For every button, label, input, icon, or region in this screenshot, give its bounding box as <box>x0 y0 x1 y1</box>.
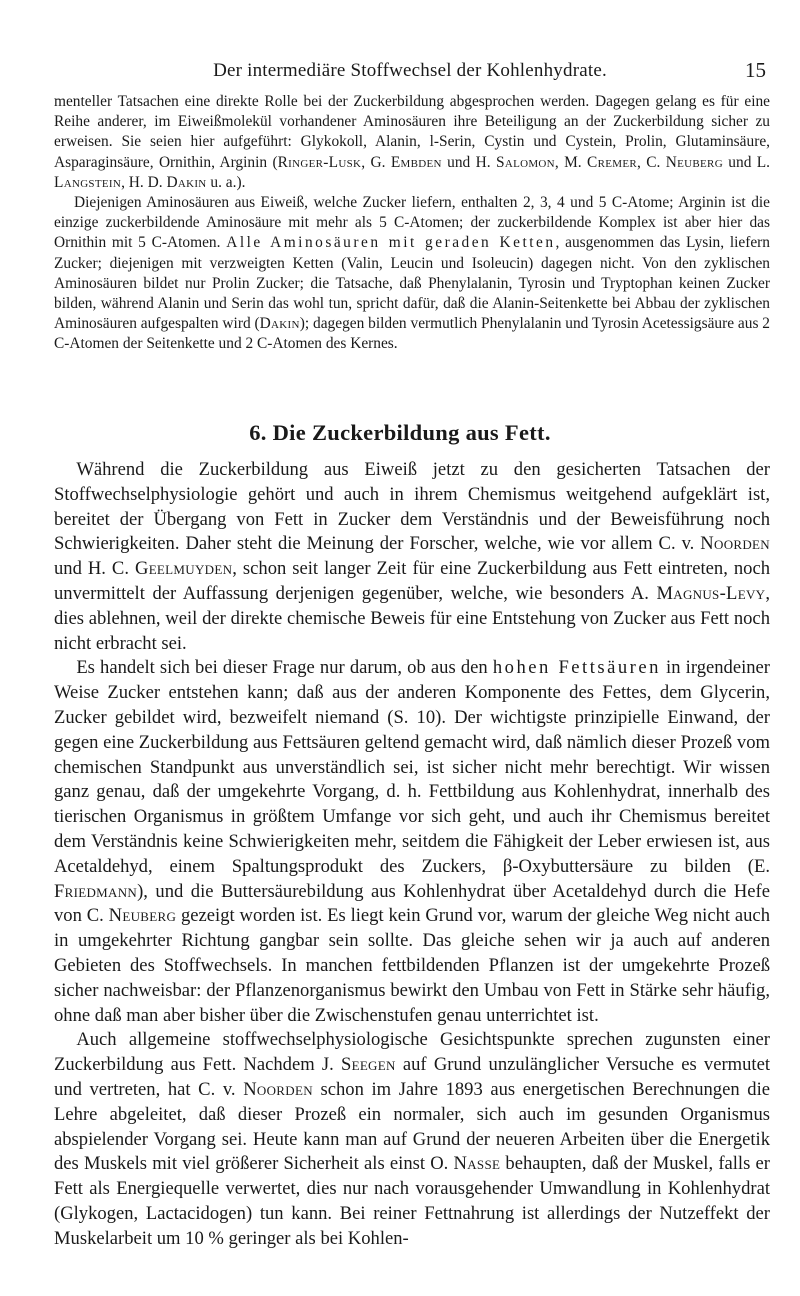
author-name: Dakin <box>259 315 300 333</box>
author-name: Langstein <box>54 173 122 191</box>
author-name: Embden <box>390 153 442 171</box>
author-name: Dakin <box>166 173 207 191</box>
author-name: Noorden <box>243 1078 313 1100</box>
author-name: Nasse <box>453 1153 501 1175</box>
author-name: Neuberg <box>665 153 723 171</box>
section-heading: 6. Die Zuckerbildung aus Fett. <box>249 420 551 445</box>
author-name: Geelmuyden <box>134 558 233 580</box>
emphasis-spaced: hohen Fettsäuren <box>492 657 661 679</box>
author-name: Neuberg <box>108 905 177 927</box>
paragraph-zuckerliefernde-aminosaeuren: Diejenigen Aminosäuren aus Eiweiß, welche Zucker liefern, enthalten 2, 3, 4 und 5 C-Atome; Arginin ist die einzige zuckerbildende Aminosäure mit mehr als 5 C-Atomen; der zuckerbildende Komplex ist aber hier das Ornithin mit 5 C-Atomen. Alle Aminosäuren mit geraden Ketten, ausgenommen das Lysin, liefern Zucker; diejenigen mit verzweigten Ketten (Valin, Leucin und Isoleucin) dagegen nicht. Von den zyklischen Aminosäuren bildet nur Prolin Zucker; die Tatsache, daß Phenylalanin, Tyrosin und Tryptophan keinen Zucker bilden, während Alanin und Serin das wohl tun, spricht dafür, daß die Alanin-Seitenkette bei Abbau der zyklischen Aminosäuren aufgespalten wird (Dakin); dagegen bilden vermutlich Phenylalanin und Tyrosin Acetessigsäure aus 2 C-Atomen der Seitenkette und 2 C-Atomen des Kernes. <box>54 194 771 353</box>
author-name: Cremer <box>587 153 637 171</box>
running-title: Der intermediäre Stoffwechsel der Kohlenhydrate. <box>213 60 607 81</box>
author-name: Noorden <box>700 533 770 555</box>
author-name: Seegen <box>340 1054 396 1076</box>
author-name: Salomon <box>495 153 555 171</box>
small-print-section <box>54 92 770 355</box>
running-header <box>54 54 766 84</box>
author-name: Ringer-Lusk <box>277 153 362 171</box>
page-number: 15 <box>745 58 766 82</box>
paragraph-intro: Während die Zuckerbildung aus Eiweiß jetzt zu den gesicherten Tatsachen der Stoffwechselphysiologie gehört und auch in ihrem Chemismus weitgehend aufgeklärt ist, bereitet der Übergang von Fett in Zucker dem Verständnis und der Beweisführung noch Schwierigkeiten. Daher steht die Meinung der Forscher, welche, wie vor allem C. v. Noorden und H. C. Geelmuyden, schon seit langer Zeit für eine Zuckerbildung aus Fett eintreten, noch unvermittelt der Auffassung derjenigen gegenüber, welche, wie besonders A. Magnus-Levy, dies ablehnen, weil der direkte chemische Beweis für eine Entstehung von Zucker aus Fett noch nicht erbracht sei. <box>54 459 770 654</box>
author-name: Magnus-Levy <box>656 582 766 604</box>
paragraph-stoffwechselphysiologie: Auch allgemeine stoffwechselphysiologische Gesichtspunkte sprechen zugunsten einer Zuckerbildung aus Fett. Nachdem J. Seegen auf Grund unzulänglicher Versuche es vermutet und vertreten, hat C. v. Noorden schon im Jahre 1893 aus energetischen Berechnungen die Lehre abgeleitet, daß dieser Prozeß ein normaler, sich auch im gesunden Organismus abspielender Vorgang sei. Heute kann man auf Grund der neueren Arbeiten über die Energetik des Muskels mit viel größerer Sicherheit als einst O. Nasse behaupten, daß der Muskel, falls er Fett als Energiequelle verwertet, dies nur nach vorausgehender Umwandlung in Kohlenhydrat (Glykogen, Lactacidogen) tun kann. Bei reiner Fettnahrung ist allerdings der Nutzeffekt der Muskelarbeit um 10 % geringer als bei Kohlen- <box>54 1029 770 1249</box>
paragraph-fettsaeuren: Es handelt sich bei dieser Frage nur darum, ob aus den hohen Fettsäuren in irgendeiner Weise Zucker entstehen kann; daß aus der anderen Komponente des Fettes, dem Glycerin, Zucker gebildet wird, bezweifelt niemand (S. 10). Der wichtigste prinzipielle Einwand, der gegen eine Zuckerbildung aus Fettsäuren geltend gemacht wird, daß nämlich dieser Prozeß vom chemischen Standpunkt aus unverständlich sei, ist sicher nicht mehr berechtigt. Wir wissen ganz genau, daß der umgekehrte Vorgang, d. h. Fettbildung aus Kohlenhydrat, innerhalb des tierischen Organismus in größtem Umfange vor sich geht, und auch ihr Chemismus bereitet dem Verständnis keine Schwierigkeiten mehr, seitdem die Fähigkeit der Leber erwiesen ist, aus Acetaldehyd, einem Spaltungsprodukt des Zuckers, β-Oxybuttersäure zu bilden (E. Friedmann), und die Buttersäurebildung aus Kohlenhydrat über Acetaldehyd durch die Hefe von C. Neuberg gezeigt worden ist. Es liegt kein Grund vor, warum der gleiche Weg nicht auch in umgekehrter Richtung gangbar sein sollte. Das gleiche sehen wir ja auch auf anderen Gebieten des Stoffwechsels. In manchen fettbildenden Pflanzen ist der umgekehrte Prozeß sicher nachweisbar: der Pflanzenorganismus bewirkt den Umbau von Fett in Stärke sehr häufig, ohne daß man aber bisher über die Zwischenstufen genau unterrichtet ist. <box>54 657 770 1026</box>
emphasis-spaced: Alle Aminosäuren mit geraden Ketten <box>226 234 556 252</box>
paragraph-aminosaeuren-liste: menteller Tatsachen eine direkte Rolle bei der Zuckerbildung abgesprochen werden. Dagegen gelang es für eine Reihe anderer, im Eiweißmolekül vorhandener Aminosäuren ihre Beteiligung an der Zuckerbildung sicher zu erweisen. Sie seien hier aufgeführt: Glykokoll, Alanin, l-Serin, Cystin und Cystein, Prolin, Glutaminsäure, Asparaginsäure, Ornithin, Arginin (Ringer-Lusk, G. Embden und H. Salomon, M. Cremer, C. Neuberg und L. Langstein, H. D. Dakin u. a.). <box>54 93 771 191</box>
author-name: Friedmann <box>54 880 138 902</box>
main-text-section <box>54 458 770 1252</box>
